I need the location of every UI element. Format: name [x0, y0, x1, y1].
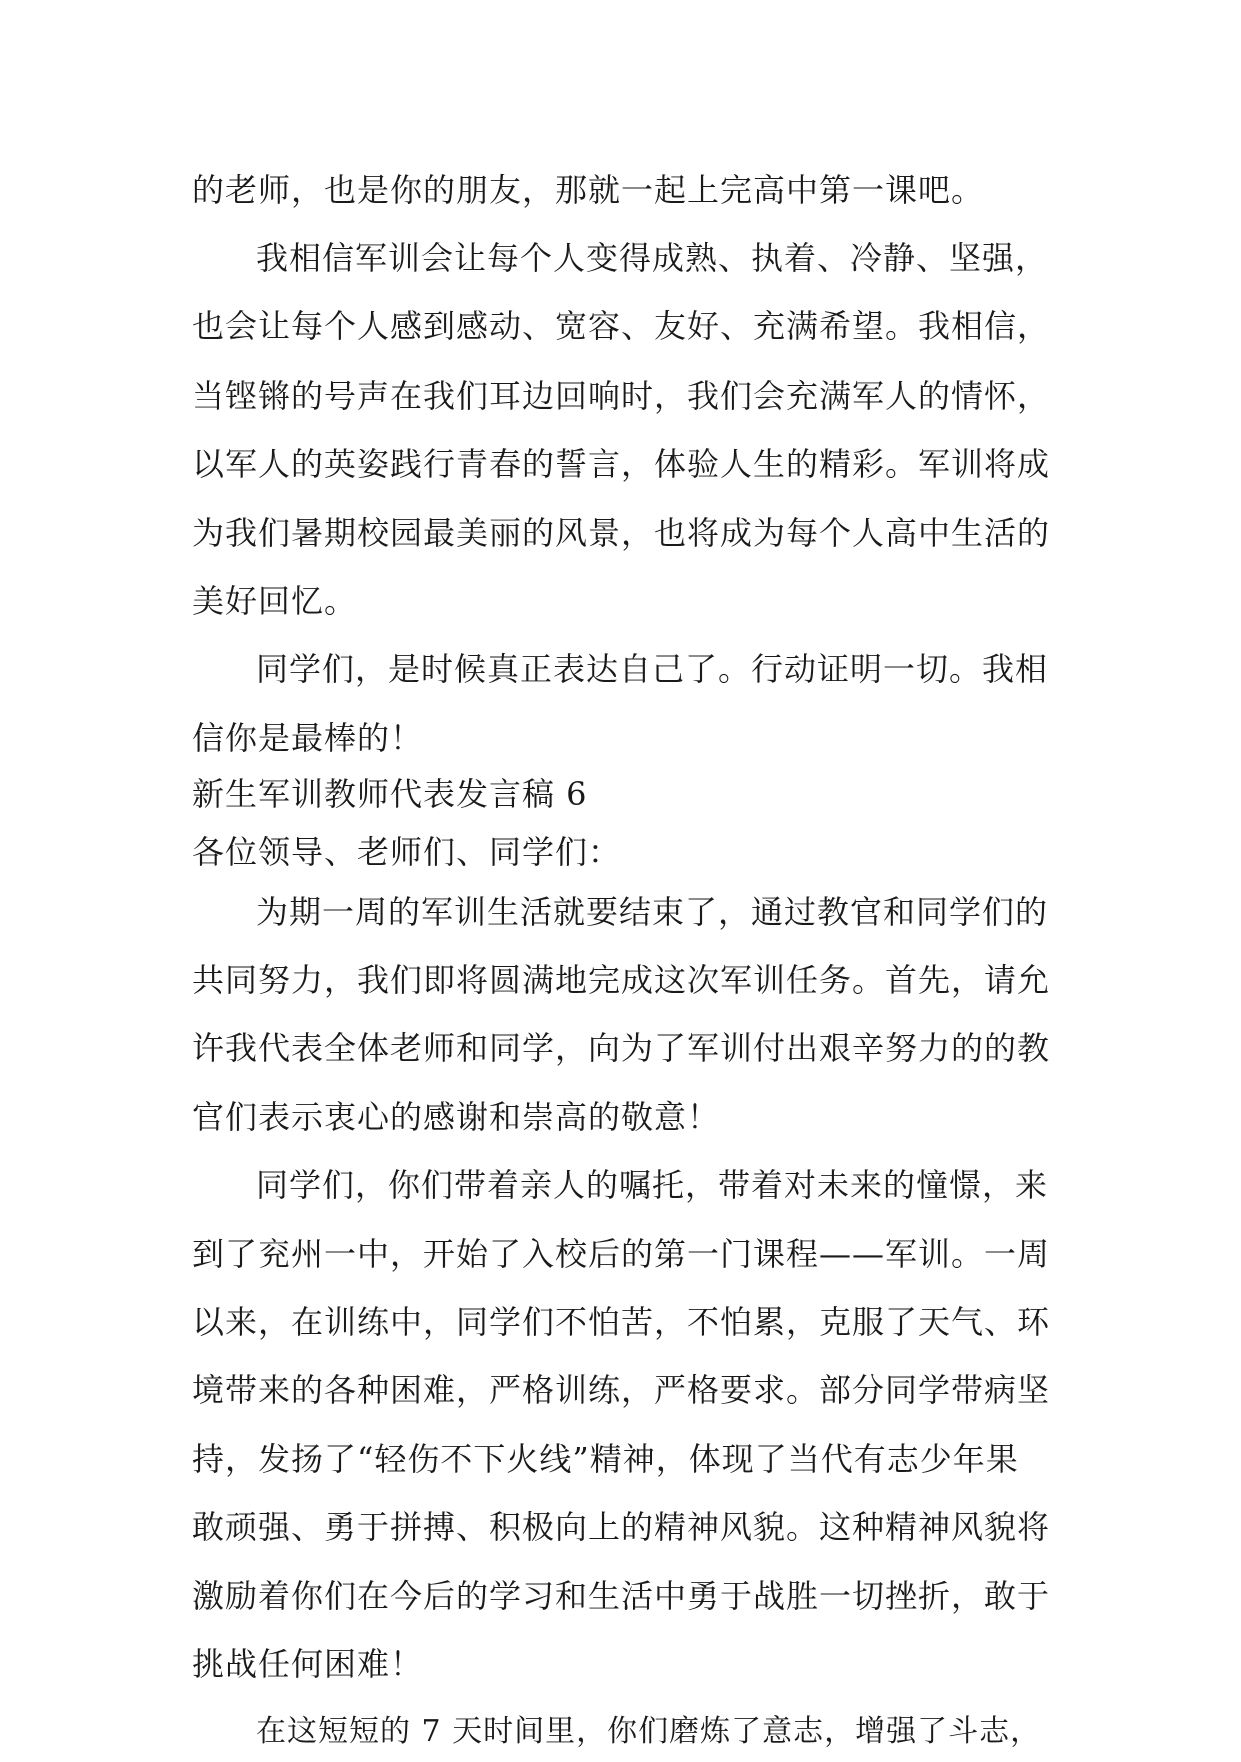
text-line: 信你是最棒的！	[192, 719, 424, 757]
text-line: 同学们，是时候真正表达自己了。行动证明一切。我相	[256, 650, 1049, 688]
section-heading: 新生军训教师代表发言稿 6	[192, 775, 588, 813]
text-line: 美好回忆。	[192, 582, 358, 620]
text-line: 共同努力，我们即将圆满地完成这次军训任务。首先，请允	[192, 961, 1051, 999]
text-line: 同学们，你们带着亲人的嘱托，带着对未来的憧憬，来	[256, 1166, 1049, 1204]
text-line: 为我们暑期校园最美丽的风景，也将成为每个人高中生活的	[192, 514, 1051, 552]
text-line: 以来，在训练中，同学们不怕苦，不怕累，克服了天气、环	[192, 1303, 1051, 1341]
salutation: 各位领导、老师们、同学们：	[192, 833, 622, 871]
text-line: 在这短短的 7 天时间里，你们磨炼了意志，增强了斗志，	[256, 1714, 1042, 1749]
text-line: 挑战任何困难！	[192, 1645, 424, 1683]
text-line: 也会让每个人感到感动、宽容、友好、充满希望。我相信，	[192, 307, 1051, 345]
text-line: 到了兖州一中，开始了入校后的第一门课程——军训。一周	[192, 1235, 1051, 1273]
text-line: 许我代表全体老师和同学，向为了军训付出艰辛努力的的教	[192, 1029, 1051, 1067]
text-line: 激励着你们在今后的学习和生活中勇于战胜一切挫折，敢于	[192, 1577, 1051, 1615]
text-line: 官们表示衷心的感谢和崇高的敬意！	[192, 1098, 721, 1136]
text-line: 敢顽强、勇于拼搏、积极向上的精神风貌。这种精神风貌将	[192, 1508, 1051, 1546]
text-line: 的老师，也是你的朋友，那就一起上完高中第一课吧。	[192, 171, 985, 209]
text-line: 当铿锵的号声在我们耳边回响时，我们会充满军人的情怀，	[192, 377, 1051, 415]
text-line: 持，发扬了“轻伤不下火线”精神，体现了当代有志少年果	[192, 1440, 1019, 1478]
text-line: 境带来的各种困难，严格训练，严格要求。部分同学带病坚	[192, 1371, 1051, 1409]
text-line: 以军人的英姿践行青春的誓言，体验人生的精彩。军训将成	[192, 445, 1051, 483]
text-line: 为期一周的军训生活就要结束了，通过教官和同学们的	[256, 893, 1049, 931]
text-line: 我相信军训会让每个人变得成熟、执着、冷静、坚强，	[256, 239, 1049, 277]
